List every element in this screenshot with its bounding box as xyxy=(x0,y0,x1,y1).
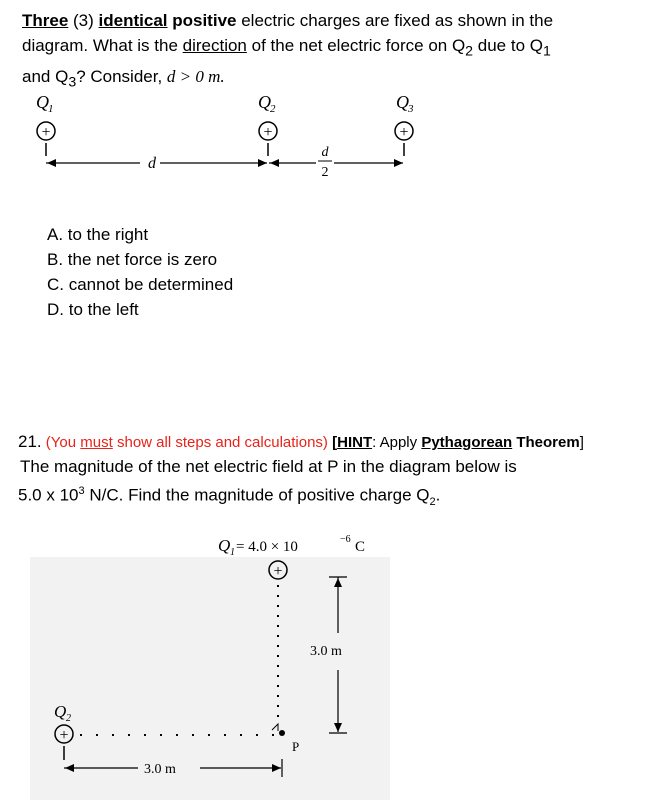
q21-line3-b: N/C. Find the magnitude of positive charge Q xyxy=(84,485,430,505)
q1-line2-c: of the net electric force on Q xyxy=(246,36,466,55)
question-1-text xyxy=(22,8,662,96)
option-c[interactable]: C. cannot be determined xyxy=(47,275,234,294)
question-21-text xyxy=(18,430,663,514)
q1-label-q3-sub: 3 xyxy=(408,103,414,115)
q1-word-positive: positive xyxy=(172,11,237,30)
q21-line3-c: . xyxy=(435,485,441,505)
q1-label-q3: Q xyxy=(396,92,409,112)
q21-vertical-distance: 3.0 m xyxy=(310,644,342,659)
option-d[interactable]: D. to the left xyxy=(47,300,139,319)
q1-options xyxy=(47,222,233,322)
d2-numerator: d xyxy=(321,145,329,160)
q21-hint-open: [ xyxy=(327,434,338,451)
q21-hint-pythagorean: Pythagorean xyxy=(421,434,513,451)
q1-word-direction: direction xyxy=(182,36,247,55)
q1-line3-sub: 3 xyxy=(68,74,77,91)
q1-charge-diagram xyxy=(0,88,670,198)
q1-word-three: Three xyxy=(22,11,69,30)
q1-label-q1-sub: 1 xyxy=(48,103,54,115)
d2-arrow-right-head xyxy=(394,159,403,167)
q21-line3-sup: 3 xyxy=(78,485,85,497)
q21-q2-label: Q xyxy=(54,702,67,721)
q21-horizontal-distance: 3.0 m xyxy=(144,762,176,777)
charge-q1-plus: + xyxy=(41,124,51,141)
q21-point-p xyxy=(279,730,285,736)
q1-line2-d: due to Q xyxy=(473,36,543,55)
q1-line2-a: diagram. What is the xyxy=(22,36,183,55)
q21-charge-q1-plus: + xyxy=(273,563,283,580)
q21-point-p-label: P xyxy=(292,739,300,754)
q1-condition: d > 0 m. xyxy=(166,67,225,87)
q21-note-must: must xyxy=(80,434,113,451)
d2-denominator: 2 xyxy=(321,165,329,180)
q1-line-1 xyxy=(22,8,662,33)
q21-note-close: show all steps and calculations) xyxy=(112,434,328,451)
q21-line-2: The magnitude of the net electric field at P in the diagram below is xyxy=(20,457,517,476)
q1-label-q2-sub: 2 xyxy=(270,103,276,115)
q1-word-identical: identical xyxy=(98,11,168,30)
q21-q1-sub: 1 xyxy=(230,547,235,558)
charge-q2-plus: + xyxy=(263,124,273,141)
option-a[interactable]: A. to the right xyxy=(47,225,149,244)
q21-q1-eq: = 4.0 × 10 xyxy=(236,539,298,555)
q21-line-1 xyxy=(18,430,663,455)
charge-q3-plus: + xyxy=(399,124,409,141)
q21-charge-q2-plus: + xyxy=(59,727,69,744)
q21-line3-a: 5.0 x 10 xyxy=(18,485,79,505)
q21-q1-exp: −6 xyxy=(340,534,351,545)
q21-number: 21. xyxy=(18,432,42,451)
q1-label-q2: Q xyxy=(258,92,271,112)
q1-label-q1: Q xyxy=(36,92,49,112)
option-b[interactable]: B. the net force is zero xyxy=(47,250,218,269)
q21-line3-sub: 2 xyxy=(429,496,436,509)
d-arrow-right-head xyxy=(258,159,267,167)
q21-hint-close: ] xyxy=(579,434,584,451)
q21-hint-colon: : Apply xyxy=(372,434,422,451)
q21-q1-unit: C xyxy=(355,539,366,555)
q1-word-3: (3) xyxy=(68,11,99,30)
d-arrow-left-head xyxy=(47,159,56,167)
q1-line2-sub2: 1 xyxy=(542,43,551,60)
d-label: d xyxy=(148,155,156,172)
q21-q1-label: Q xyxy=(218,536,231,555)
q21-note-open: (You xyxy=(41,434,81,451)
q21-hint-theorem: Theorem xyxy=(512,434,580,451)
q1-line2-sub1: 2 xyxy=(465,43,474,60)
q21-field-diagram xyxy=(0,525,670,808)
q21-q2-sub: 2 xyxy=(66,713,71,724)
q1-line-2 xyxy=(22,33,662,64)
q1-line1-rest: electric charges are fixed as shown in the xyxy=(236,11,554,30)
q21-hint-word: HINT xyxy=(337,434,373,451)
d2-arrow-left-head xyxy=(270,159,279,167)
q1-line3-a: and Q xyxy=(22,67,69,87)
q1-line3-b: ? Consider, xyxy=(76,67,167,87)
q21-diagram-background xyxy=(30,557,390,800)
q21-line-3 xyxy=(18,479,663,514)
